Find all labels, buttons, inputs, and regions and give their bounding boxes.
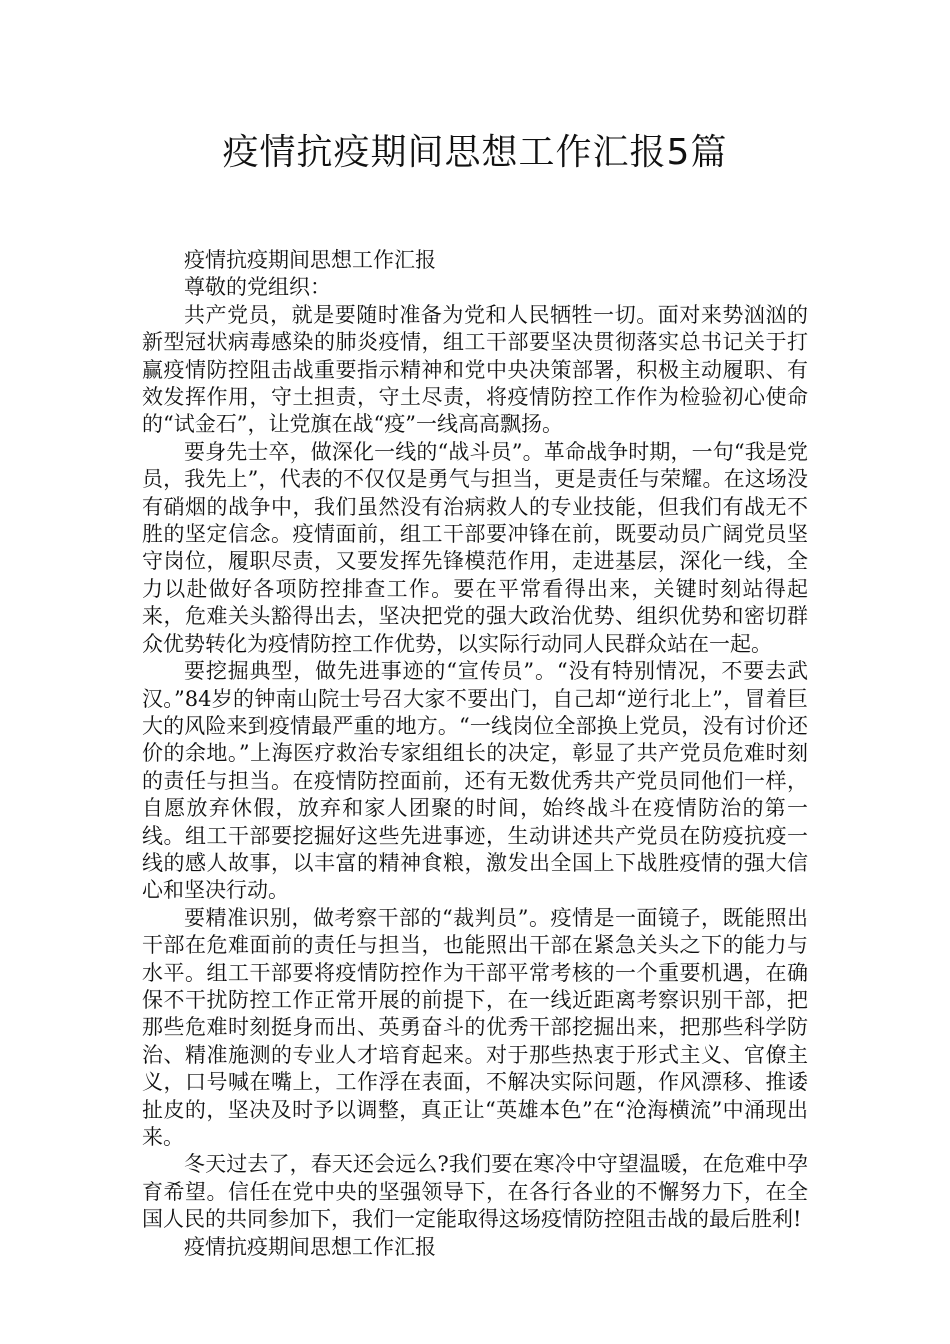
body-paragraph: 要挖掘典型，做先进事迹的“宣传员”。“没有特别情况，不要去武汉。”84岁的钟南山院士号召大家不要出门，自己却“逆行北上”，冒着巨大的风险来到疫情最严重的地方。“一线岗位全部换上党员，没有讨价还价的余地。”上海医疗救治专家组组长的决定，彰显了共产党员危难时刻的责任与担当。在疫情防控面前，还有无数优秀共产党员同他们一样，自愿放弃休假，放弃和家人团聚的时间，始终战斗在疫情防治的第一线。组工干部要挖掘好这些先进事迹，生动讲述共产党员在防疫抗疫一线的感人故事，以丰富的精神食粮，激发出全国上下战胜疫情的强大信心和坚决行动。 bbox=[142, 659, 808, 903]
body-paragraph: 共产党员，就是要随时准备为党和人民牺牲一切。面对来势汹汹的新型冠状病毒感染的肺炎疫情，组工干部要坚决贯彻落实总书记关于打赢疫情防控阻击战重要指示精神和党中央决策部署，积极主动履职、有效发挥作用，守土担责，守土尽责，将疫情防控工作作为检验初心使命的“试金石”，让党旗在战“疫”一线高高飘扬。 bbox=[142, 302, 808, 437]
body-paragraph: 冬天过去了，春天还会远么?我们要在寒冷中守望温暖，在危难中孕育希望。信任在党中央的坚强领导下，在各行各业的不懈努力下，在全国人民的共同参加下，我们一定能取得这场疫情防控阻击战的最后胜利! bbox=[142, 1152, 808, 1232]
document-title: 疫情抗疫期间思想工作汇报5篇 bbox=[222, 132, 728, 173]
document-body bbox=[142, 247, 808, 1261]
body-paragraph: 要身先士卒，做深化一线的“战斗员”。革命战争时期，一句“我是党员，我先上”，代表的不仅仅是勇气与担当，更是责任与荣耀。在这场没有硝烟的战争中，我们虽然没有治病救人的专业技能，但我们有战无不胜的坚定信念。疫情面前，组工干部要冲锋在前，既要动员广阔党员坚守岗位，履职尽责，又要发挥先锋模范作用，走进基层，深化一线，全力以赴做好各项防控排查工作。要在平常看得出来，关键时刻站得起来，危难关头豁得出去，坚决把党的强大政治优势、组织优势和密切群众优势转化为疫情防控工作优势，以实际行动同人民群众站在一起。 bbox=[142, 439, 808, 656]
section-heading: 疫情抗疫期间思想工作汇报 bbox=[184, 1234, 436, 1259]
body-paragraph: 要精准识别，做考察干部的“裁判员”。疫情是一面镜子，既能照出干部在危难面前的责任与担当，也能照出干部在紧急关头之下的能力与水平。组工干部要将疫情防控作为干部平常考核的一个重要机遇，在确保不干扰防控工作正常开展的前提下，在一线近距离考察识别干部，把那些危难时刻挺身而出、英勇奋斗的优秀干部挖掘出来，把那些科学防治、精准施测的专业人才培育起来。对于那些热衷于形式主义、官僚主义，口号喊在嘴上，工作浮在表面，不解决实际问题，作风漂移、推诿扯皮的，坚决及时予以调整，真正让“英雄本色”在“沧海横流”中涌现出来。 bbox=[142, 905, 808, 1149]
section-heading: 疫情抗疫期间思想工作汇报 bbox=[184, 248, 436, 272]
salutation: 尊敬的党组织： bbox=[184, 275, 331, 300]
